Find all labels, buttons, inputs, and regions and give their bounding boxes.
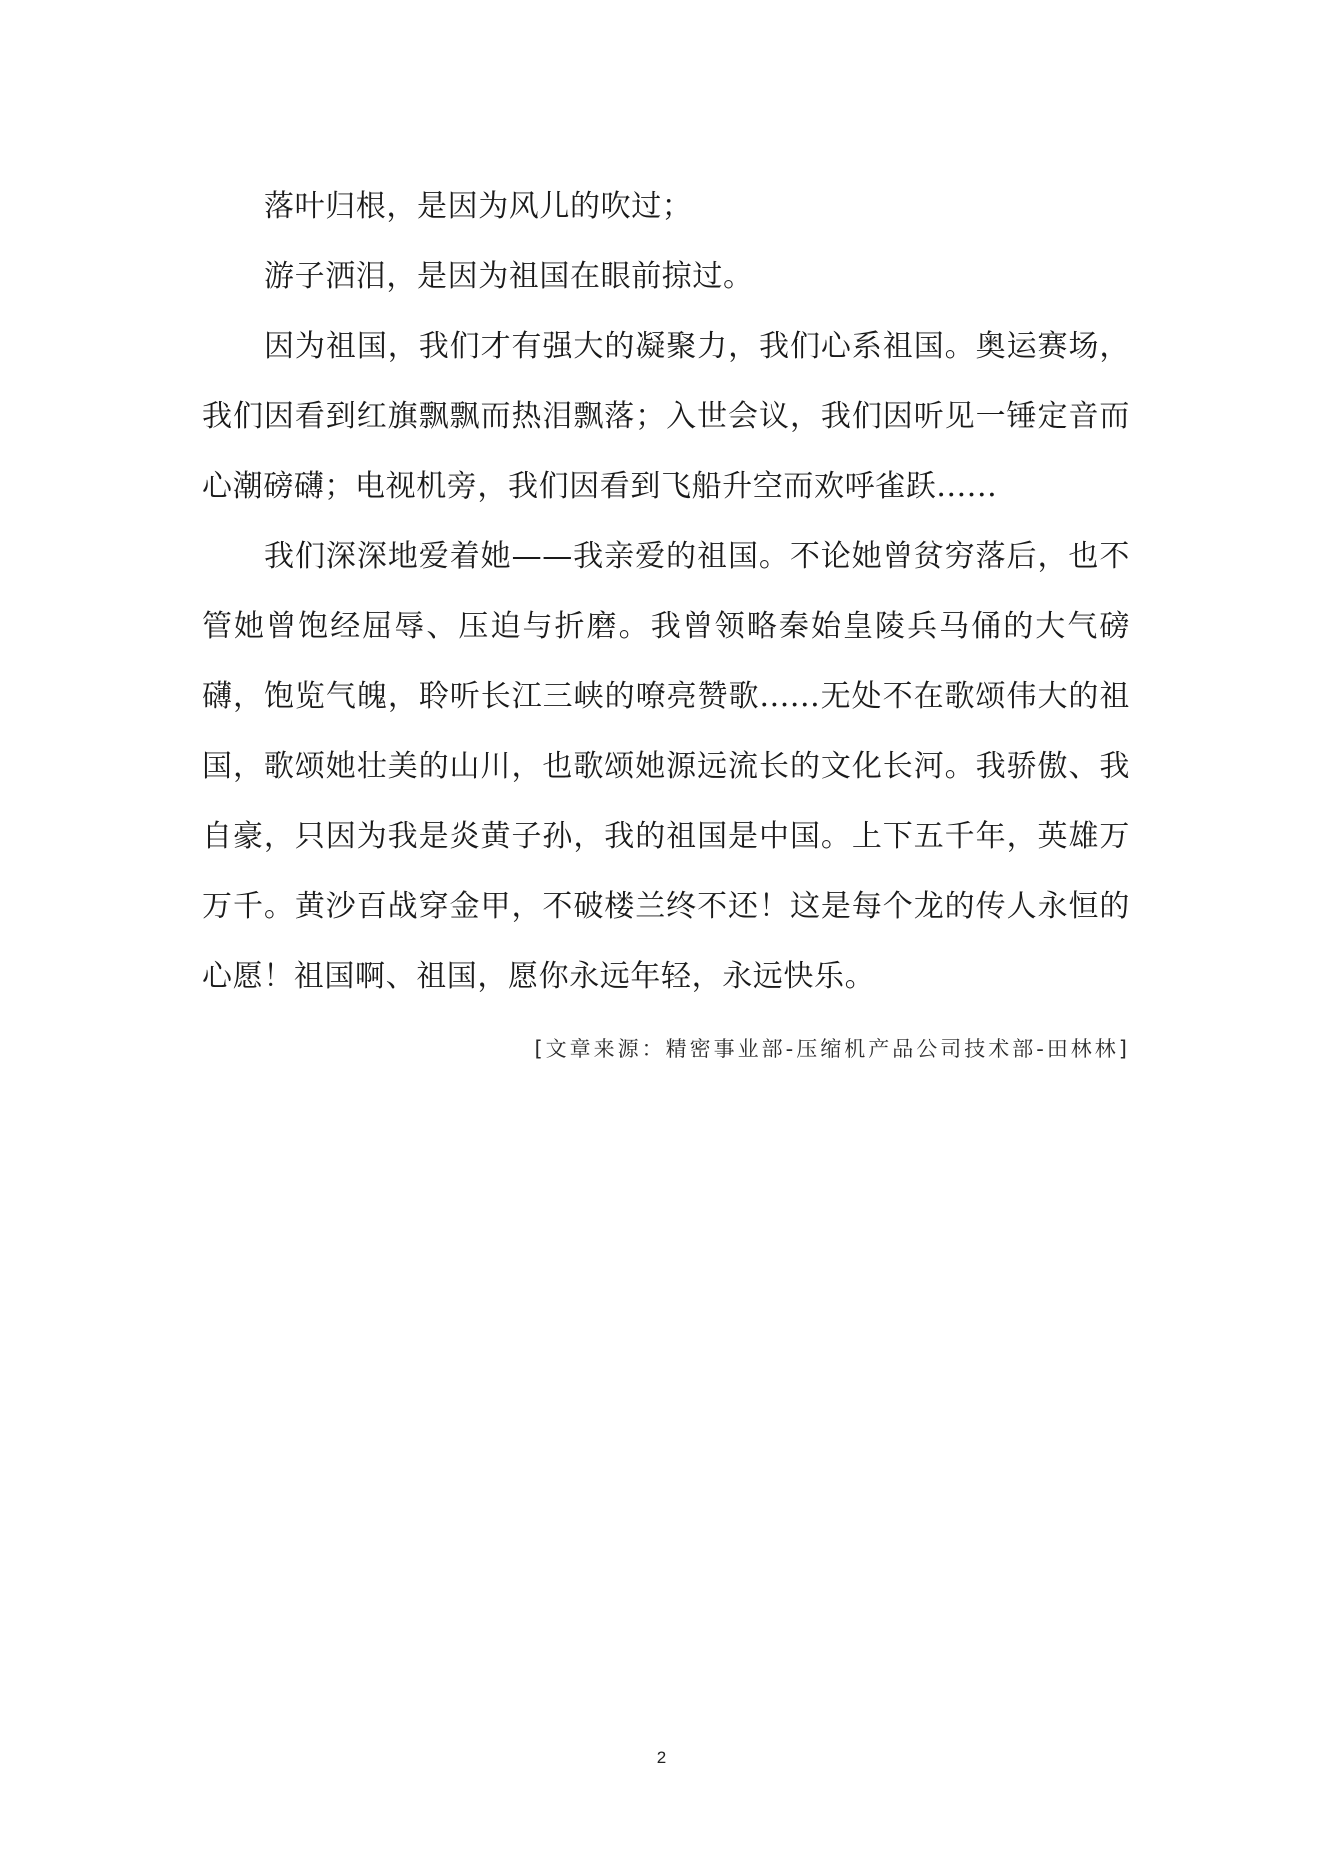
paragraph-2: 游子洒泪，是因为祖国在眼前掠过。 bbox=[264, 259, 754, 294]
article-body bbox=[202, 172, 1130, 1064]
article-source: [文章来源：精密事业部-压缩机产品公司技术部-田林林] bbox=[534, 1037, 1130, 1061]
paragraph-4: 我们深深地爱着她——我亲爱的祖国。不论她曾贫穷落后，也不管她曾饱经屈辱、压迫与折磨。我曾领略秦始皇陵兵马俑的大气磅礴，饱览气魄，聆听长江三峡的嘹亮赞歌......无处不在歌颂伟大的祖国，歌颂她壮美的山川，也歌颂她源远流长的文化长河。我骄傲、我自豪，只因为我是炎黄子孙，我的祖国是中国。上下五千年，英雄万万千。黄沙百战穿金甲，不破楼兰终不还！这是每个龙的传人永恒的心愿！祖国啊、祖国，愿你永远年轻，永远快乐。 bbox=[202, 539, 1130, 994]
paragraph-3: 因为祖国，我们才有强大的凝聚力，我们心系祖国。奥运赛场，我们因看到红旗飘飘而热泪飘落；入世会议，我们因听见一锤定音而心潮磅礴；电视机旁，我们因看到飞船升空而欢呼雀跃...... bbox=[202, 329, 1130, 504]
paragraph-1: 落叶归根，是因为风儿的吹过； bbox=[264, 189, 693, 224]
page-number: 2 bbox=[656, 1748, 667, 1767]
